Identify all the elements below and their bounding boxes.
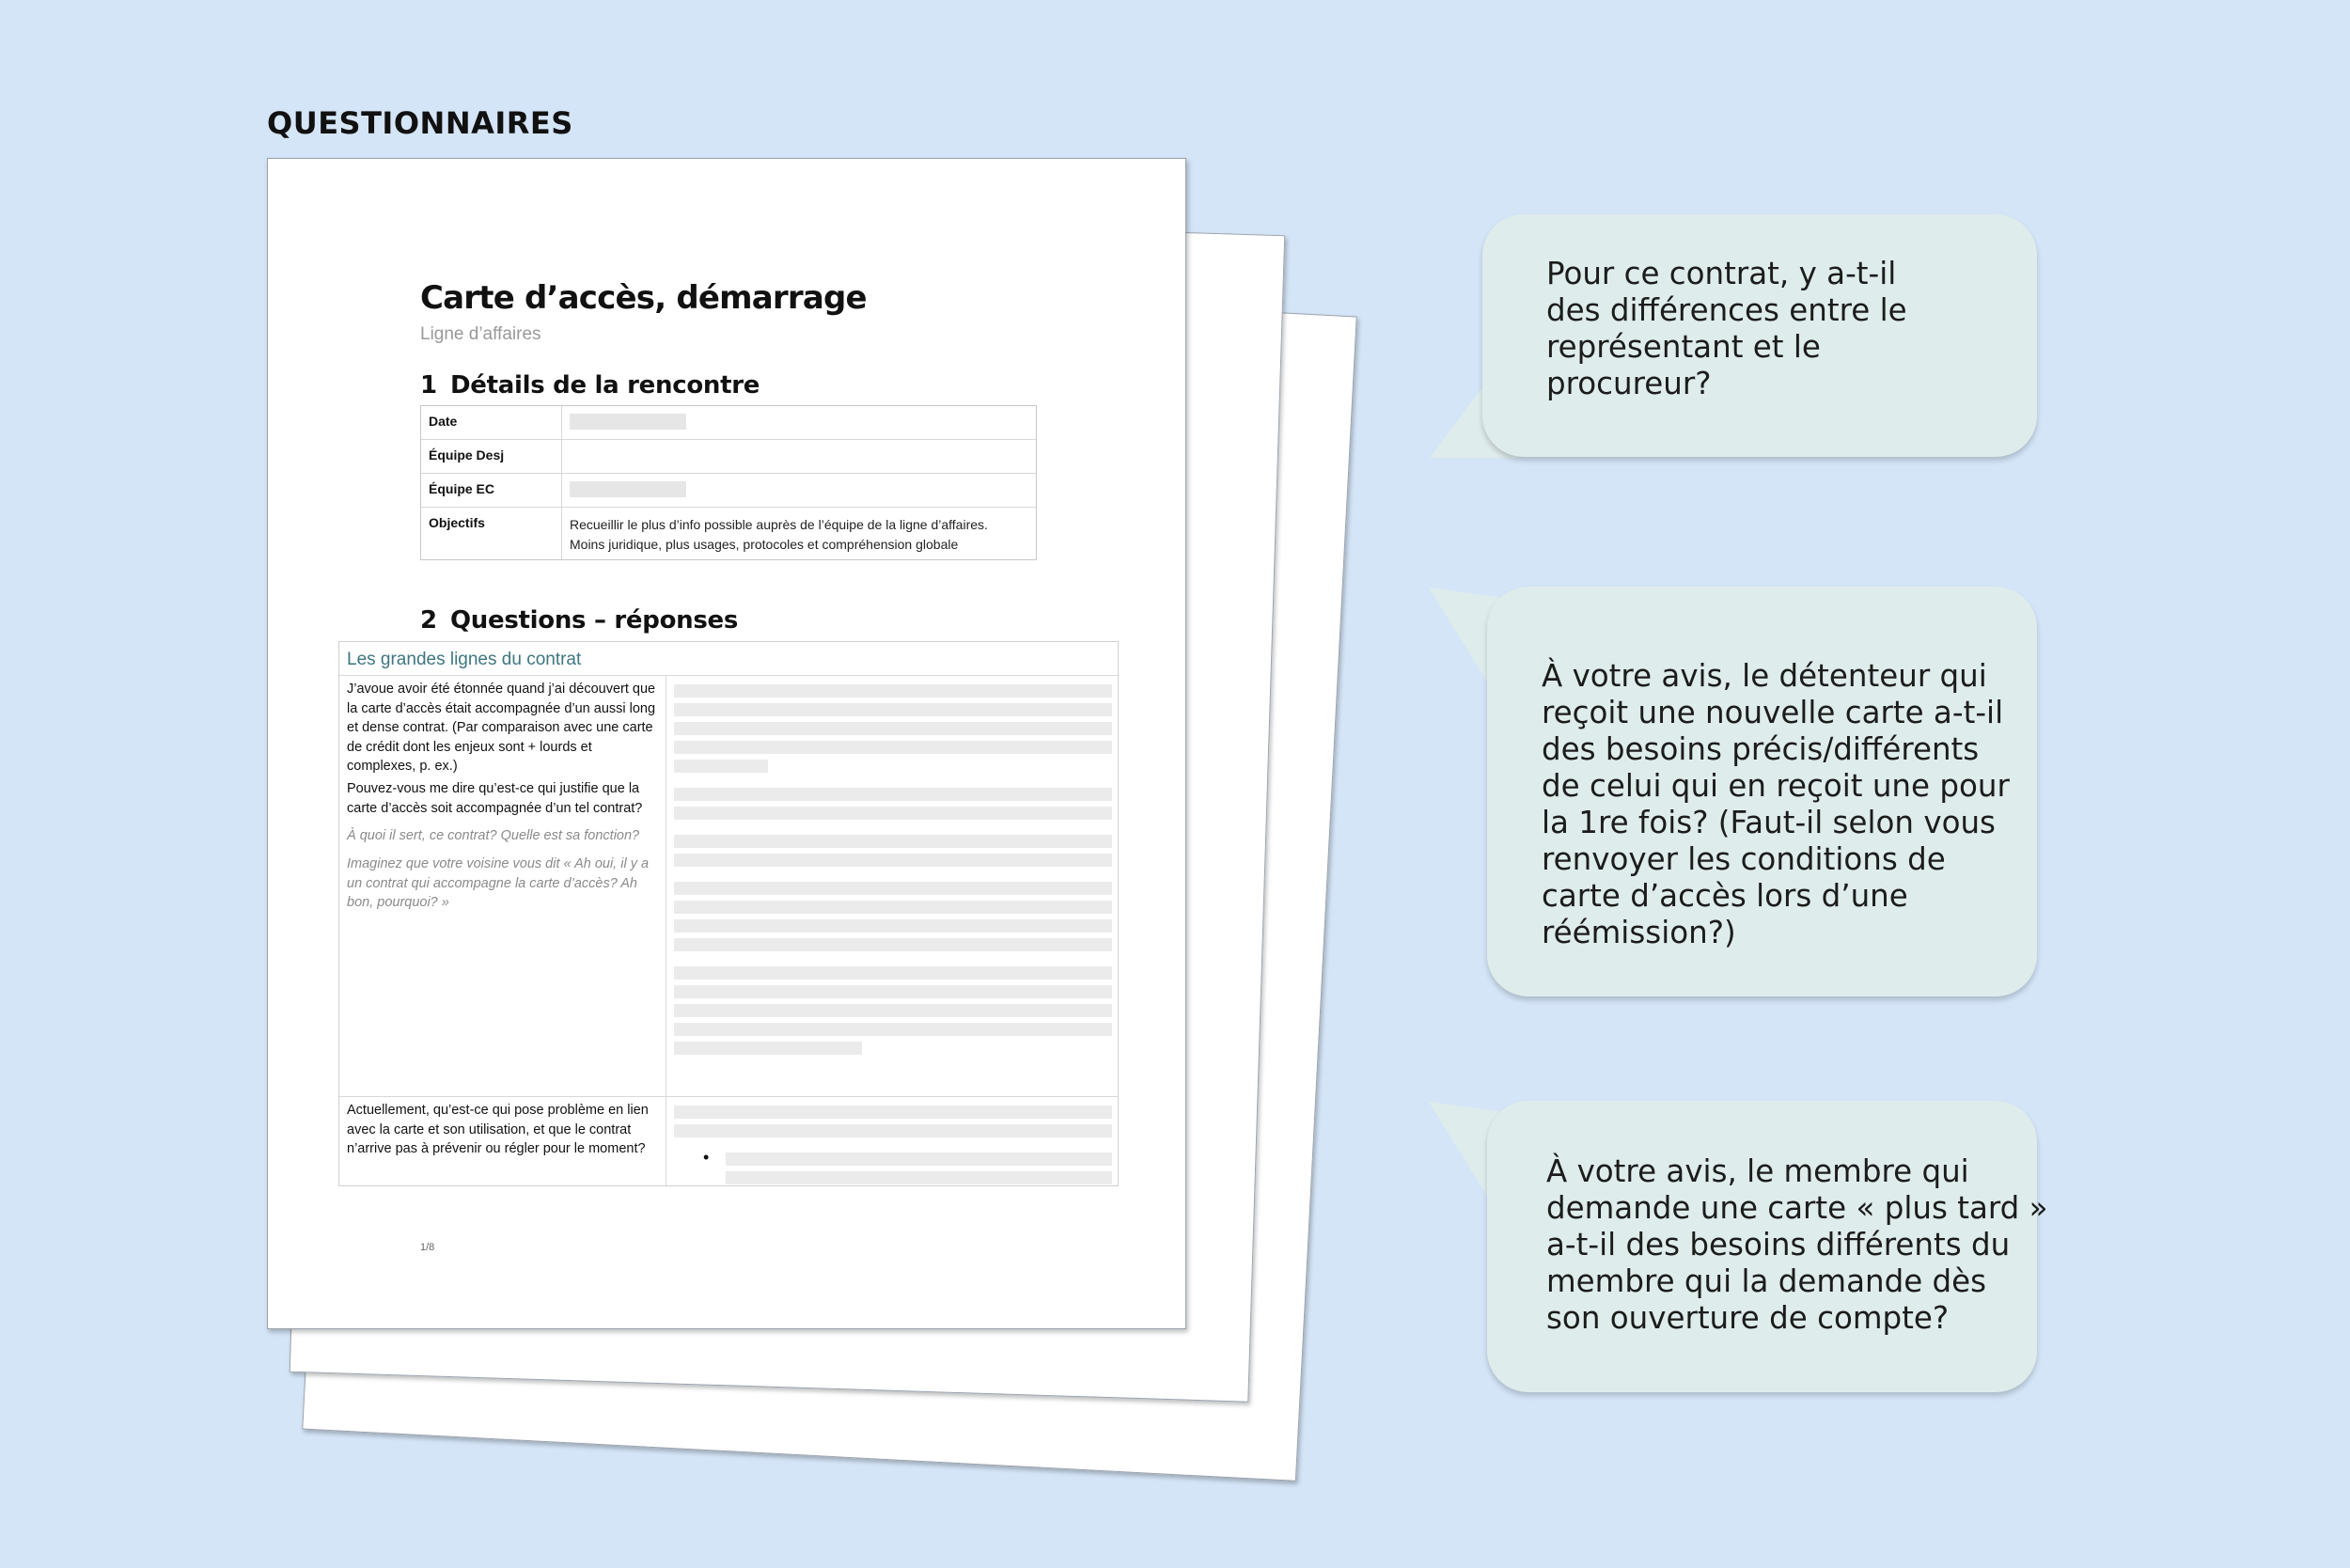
question-text: Actuellement, qu’est-ce qui pose problème en lien avec la carte et son utilisation, et que le contrat n’arrive pas à prévenir ou régler pour le moment?: [347, 1103, 649, 1156]
bubble-line: renvoyer les conditions de: [1542, 841, 1946, 877]
section-title: QUESTIONNAIRES: [267, 105, 573, 141]
page-number: 1/8: [420, 1242, 435, 1253]
details-value: [562, 508, 1036, 559]
questions-table-header: Les grandes lignes du contrat: [339, 642, 1118, 676]
details-row: [421, 440, 1036, 474]
redacted-answer-line: [674, 1105, 1112, 1119]
redacted-answer-line: [674, 854, 1112, 867]
details-row: [421, 406, 1036, 440]
questions-table-body: [339, 676, 1118, 1185]
redacted-answer-line: [674, 901, 1112, 914]
section-heading-text: Questions – réponses: [450, 606, 739, 635]
details-row: [421, 508, 1036, 559]
section-number: 1: [420, 371, 437, 400]
section-heading-text: Détails de la rencontre: [450, 371, 760, 400]
bubble-line: procureur?: [1546, 366, 1712, 401]
bubble-line: À votre avis, le détenteur qui: [1542, 658, 1987, 694]
bubble-line: de celui qui en reçoit une pour: [1542, 768, 2010, 804]
bullet-icon: •: [703, 1148, 710, 1167]
document-page-front: [267, 158, 1186, 1329]
redacted-answer-line: [674, 938, 1112, 951]
redacted-answer-line: [674, 807, 1112, 820]
objective-line: Moins juridique, plus usages, protocoles et compréhension globale: [570, 537, 959, 552]
bubble-line: Pour ce contrat, y a-t-il: [1546, 256, 1897, 291]
details-value: [562, 406, 1036, 439]
bubble-line: membre qui la demande dès: [1546, 1263, 1987, 1299]
bubble-line: reçoit une nouvelle carte a-t-il: [1542, 695, 2004, 730]
meeting-details-table: [420, 405, 1037, 560]
question-text: J’avoue avoir été étonnée quand j’ai découvert que la carte d’accès était accompagnée d’un aussi long et dense contrat. (Par comparaison avec une carte de crédit dont les enjeux sont + lourds et complexes, p. ex.): [347, 682, 656, 774]
bubble-line: des différences entre le: [1546, 292, 1907, 328]
bubble-line: son ouverture de compte?: [1546, 1300, 1950, 1336]
bubble-line: la 1re fois? (Faut-il selon vous: [1542, 805, 1996, 840]
bubble-line: carte d’accès lors d’une: [1542, 878, 1908, 914]
redacted-answer-line: [674, 722, 1112, 735]
row-divider: [339, 1096, 1118, 1097]
question-text: Pouvez-vous me dire qu’est-ce qui justifie que la carte d’accès soit accompagnée d’un tel contrat?: [347, 781, 643, 816]
details-row: [421, 474, 1036, 508]
details-label: Objectifs: [421, 508, 562, 559]
bubble-line: réémission?): [1542, 915, 1736, 950]
bubble-line: des besoins précis/différents: [1542, 731, 1980, 767]
redacted-answer-line: [674, 760, 768, 773]
redacted-answer-line: [726, 1152, 1112, 1166]
details-value: [562, 474, 1036, 507]
redacted-answer-line: [674, 703, 1112, 716]
redacted-answer-line: [674, 788, 1112, 801]
section-2-heading: [420, 606, 738, 635]
document-subtitle: Ligne d’affaires: [420, 324, 541, 344]
bubble-line: demande une carte « plus tard »: [1546, 1190, 2048, 1226]
details-label: Équipe EC: [421, 474, 562, 507]
redacted-value: [570, 414, 686, 430]
redacted-answer-line: [726, 1171, 1112, 1184]
questions-table: [338, 641, 1119, 1186]
redacted-answer-line: [674, 966, 1112, 980]
details-label: Date: [421, 406, 562, 439]
section-1-heading: [420, 371, 760, 400]
details-label: Équipe Desj: [421, 440, 562, 473]
redacted-answer-line: [674, 1023, 1112, 1036]
details-value: [562, 440, 1036, 473]
objective-line: Recueillir le plus d’info possible auprès de l’équipe de la ligne d’affaires.: [570, 517, 988, 532]
redacted-answer-line: [674, 741, 1112, 754]
section-number: 2: [420, 606, 437, 635]
redacted-value: [570, 481, 686, 497]
redacted-answer-line: [674, 919, 1112, 933]
question-prompt: À quoi il sert, ce contrat? Quelle est sa fonction?: [347, 828, 640, 843]
redacted-answer-line: [674, 985, 1112, 998]
bubble-line: représentant et le: [1546, 329, 1821, 365]
question-prompt: Imaginez que votre voisine vous dit « Ah oui, il y a un contrat qui accompagne la carte d’accès? Ah bon, pourquoi? »: [347, 856, 650, 910]
redacted-answer-line: [674, 882, 1112, 895]
bubble-text: [1542, 658, 2010, 951]
redacted-answer-line: [674, 1004, 1112, 1017]
redacted-answer-line: [674, 1042, 862, 1055]
redacted-answer-line: [674, 1124, 1112, 1137]
bubble-text: [1546, 1153, 2048, 1337]
redacted-answer-line: [674, 835, 1112, 848]
bubble-line: a-t-il des besoins différents du: [1546, 1227, 2011, 1262]
bubble-line: À votre avis, le membre qui: [1546, 1153, 1969, 1189]
bubble-text: [1546, 256, 1907, 402]
redacted-answer-line: [674, 684, 1112, 698]
document-title: Carte d’accès, démarrage: [420, 279, 867, 317]
